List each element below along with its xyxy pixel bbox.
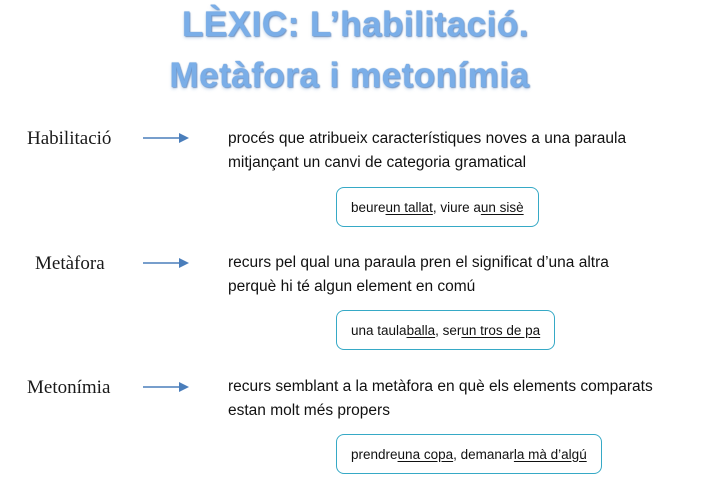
example-text: , ser: [435, 322, 462, 338]
term-metonimia: Metonímia: [27, 377, 111, 398]
definition-line: perquè hi té algun element en comú: [228, 278, 476, 295]
arrow-right-icon: [143, 257, 189, 269]
arrow-right-icon: [143, 381, 189, 393]
arrow-right-icon: [143, 132, 189, 144]
example-box-metafora: [336, 310, 555, 350]
title-line-1: LÈXIC: L’habilitació.: [182, 5, 529, 44]
example-box-metonimia: [336, 434, 602, 474]
example-underlined: una copa: [397, 446, 454, 462]
definition-metonimia: [228, 375, 653, 423]
example-text: , demanar: [453, 446, 514, 462]
example-box-habilitacio: [336, 187, 539, 227]
definition-line: recurs semblant a la metàfora en què els elements comparats: [228, 378, 653, 395]
example-underlined: un tros de pa: [461, 322, 541, 338]
definition-line: estan molt més propers: [228, 402, 390, 419]
example-text: beure: [351, 199, 386, 215]
term-habilitacio: Habilitació: [27, 128, 112, 149]
example-underlined: balla: [406, 322, 436, 338]
example-text: prendre: [351, 446, 398, 462]
definition-line: mitjançant un canvi de categoria gramatical: [228, 154, 527, 171]
title-line-2: Metàfora i metonímia: [169, 56, 530, 95]
definition-metafora: [228, 251, 609, 299]
example-underlined: la mà d’algú: [513, 446, 587, 462]
example-text: una taula: [351, 322, 407, 338]
example-underlined: un tallat: [385, 199, 433, 215]
definition-line: recurs pel qual una paraula pren el significat d’una altra: [228, 254, 609, 271]
example-underlined: un sisè: [480, 199, 524, 215]
definition-line: procés que atribueix característiques noves a una paraula: [228, 130, 627, 147]
definition-habilitacio: [228, 127, 626, 175]
term-metafora: Metàfora: [35, 253, 105, 274]
example-text: , viure a: [432, 199, 481, 215]
